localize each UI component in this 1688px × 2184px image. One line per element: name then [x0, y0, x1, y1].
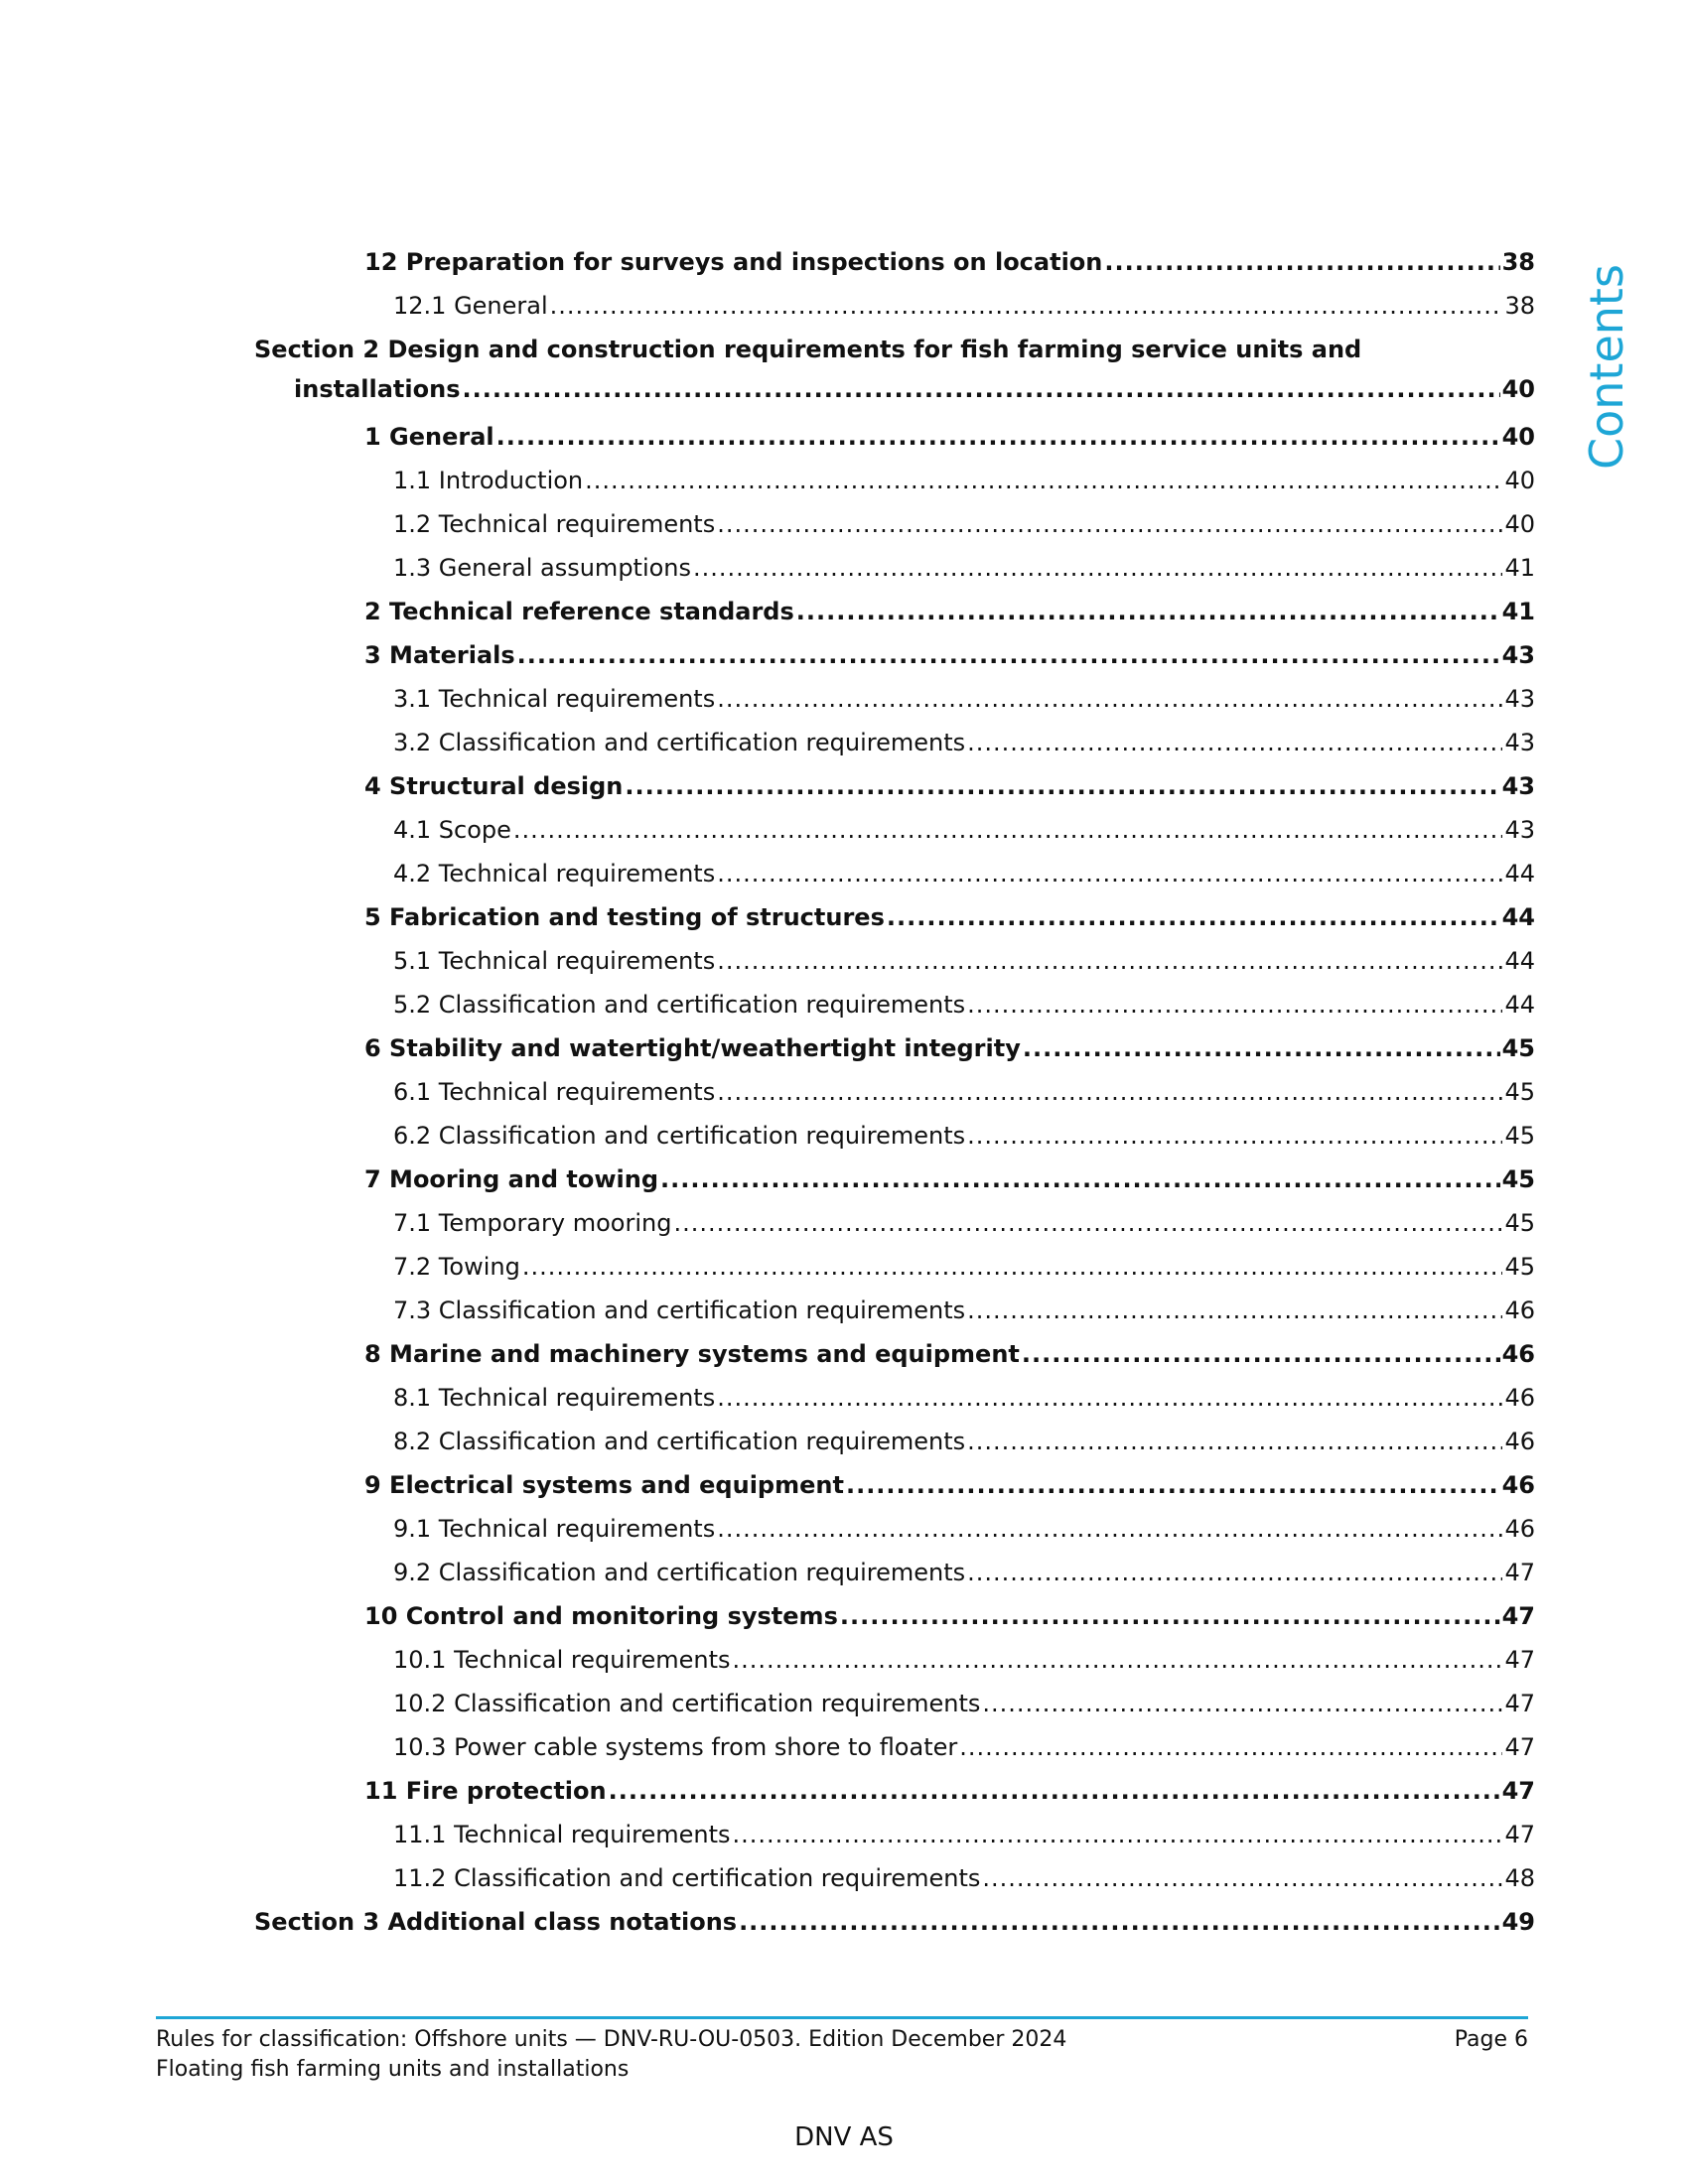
page-footer — [156, 2025, 1528, 2085]
toc-leader-dots — [517, 635, 1500, 675]
toc-page-number: 45 — [1501, 1034, 1535, 1062]
toc-leader-dots — [717, 679, 1502, 719]
toc-page-number: 47 — [1504, 1821, 1535, 1848]
toc-page-number: 40 — [1501, 423, 1535, 451]
toc-subsection-entry[interactable] — [393, 548, 1535, 592]
toc-leader-dots — [462, 369, 1499, 409]
toc-page-number: 43 — [1501, 641, 1535, 669]
toc-leader-dots — [717, 504, 1502, 544]
toc-chapter-entry[interactable] — [364, 1334, 1535, 1378]
toc-leader-dots — [739, 1902, 1500, 1942]
toc-entry-title: 9.1 Technical requirements — [393, 1515, 716, 1543]
toc-page-number: 44 — [1504, 947, 1535, 975]
toc-section-entry[interactable] — [254, 330, 1535, 417]
footer-document-title: Rules for classification: Offshore units — DNV-RU-OU-0503. Edition December 2024 — [156, 2027, 1067, 2052]
toc-leader-dots — [717, 1509, 1502, 1549]
toc-leader-dots — [693, 548, 1502, 588]
toc-leader-dots — [887, 897, 1500, 937]
toc-entry-title: 10.3 Power cable systems from shore to floater — [393, 1733, 958, 1761]
toc-subsection-entry[interactable] — [393, 985, 1535, 1028]
toc-subsection-entry[interactable] — [393, 1422, 1535, 1465]
toc-page-number: 47 — [1501, 1602, 1535, 1630]
toc-leader-dots — [982, 1858, 1502, 1898]
company-name: DNV AS — [794, 2122, 894, 2152]
toc-leader-dots — [967, 723, 1502, 762]
toc-subsection-entry[interactable] — [393, 1291, 1535, 1334]
toc-page-number: 40 — [1504, 467, 1535, 494]
toc-entry-title: 6 Stability and watertight/weathertight integrity — [364, 1034, 1021, 1062]
toc-chapter-entry[interactable] — [364, 766, 1535, 810]
toc-subsection-entry[interactable] — [393, 1203, 1535, 1247]
toc-entry-title: 11 Fire protection — [364, 1777, 607, 1805]
toc-leader-dots — [967, 1291, 1502, 1330]
toc-leader-dots — [1104, 242, 1499, 282]
toc-leader-dots — [717, 941, 1502, 981]
toc-entry-title: 7.3 Classification and certification requirements — [393, 1297, 966, 1324]
toc-page-number: 45 — [1504, 1253, 1535, 1281]
toc-leader-dots — [967, 985, 1502, 1024]
toc-entry-title: 4.1 Scope — [393, 816, 511, 844]
toc-leader-dots — [673, 1203, 1502, 1243]
toc-chapter-entry[interactable] — [364, 1596, 1535, 1640]
toc-subsection-entry[interactable] — [393, 1858, 1535, 1902]
toc-page-number: 46 — [1504, 1384, 1535, 1412]
toc-subsection-entry[interactable] — [393, 810, 1535, 854]
toc-leader-dots — [717, 1072, 1502, 1112]
toc-page-number: 46 — [1504, 1428, 1535, 1455]
toc-chapter-entry[interactable] — [364, 417, 1535, 461]
toc-page-number: 44 — [1501, 903, 1535, 931]
toc-leader-dots — [982, 1684, 1502, 1723]
toc-entry-title: 5 Fabrication and testing of structures — [364, 903, 885, 931]
toc-leader-dots — [717, 854, 1502, 893]
toc-page-number: 38 — [1501, 248, 1535, 276]
toc-leader-dots — [733, 1815, 1503, 1854]
toc-page-number: 45 — [1504, 1209, 1535, 1237]
toc-entry-title: installations — [294, 375, 461, 403]
toc-page-number: 41 — [1504, 554, 1535, 582]
toc-section-entry[interactable] — [254, 1902, 1535, 1946]
toc-entry-title: 11.2 Classification and certification requirements — [393, 1864, 981, 1892]
toc-subsection-entry[interactable] — [393, 941, 1535, 985]
toc-chapter-entry[interactable] — [364, 635, 1535, 679]
toc-page-number: 43 — [1504, 816, 1535, 844]
toc-leader-dots — [967, 1422, 1502, 1461]
toc-leader-dots — [585, 461, 1502, 500]
toc-entry-title: 8 Marine and machinery systems and equipment — [364, 1340, 1020, 1368]
toc-leader-dots — [496, 417, 1500, 457]
toc-leader-dots — [609, 1771, 1500, 1811]
toc-subsection-entry[interactable] — [393, 1072, 1535, 1116]
toc-entry-title: 12.1 General — [393, 292, 548, 320]
toc-entry-title: 7 Mooring and towing — [364, 1165, 659, 1193]
contents-side-title: Contents — [1580, 264, 1633, 471]
toc-leader-dots — [967, 1553, 1502, 1592]
toc-entry-title: 1.3 General assumptions — [393, 554, 692, 582]
toc-leader-dots — [513, 810, 1503, 850]
toc-entry-title: Section 3 Additional class notations — [254, 1908, 738, 1936]
table-of-contents — [254, 242, 1535, 1946]
toc-entry-title: 5.2 Classification and certification requirements — [393, 991, 966, 1019]
toc-entry-title: 2 Technical reference standards — [364, 598, 794, 625]
toc-leader-dots — [846, 1465, 1500, 1505]
toc-leader-dots — [796, 592, 1500, 631]
toc-subsection-entry[interactable] — [393, 1727, 1535, 1771]
toc-subsection-entry[interactable] — [393, 1247, 1535, 1291]
toc-leader-dots — [550, 286, 1503, 326]
toc-subsection-entry[interactable] — [393, 1509, 1535, 1553]
toc-subsection-entry[interactable] — [393, 1640, 1535, 1684]
toc-chapter-entry[interactable] — [364, 897, 1535, 941]
toc-page-number: 40 — [1501, 375, 1535, 403]
toc-subsection-entry[interactable] — [393, 504, 1535, 548]
toc-page-number: 49 — [1501, 1908, 1535, 1936]
toc-page-number: 45 — [1504, 1122, 1535, 1150]
toc-leader-dots — [1023, 1028, 1500, 1068]
toc-entry-title: 3 Materials — [364, 641, 515, 669]
toc-subsection-entry[interactable] — [393, 679, 1535, 723]
toc-entry-title: 3.1 Technical requirements — [393, 685, 716, 713]
toc-page-number: 44 — [1504, 991, 1535, 1019]
toc-leader-dots — [717, 1378, 1502, 1418]
toc-entry-title: 10.1 Technical requirements — [393, 1646, 731, 1674]
toc-entry-title: 7.2 Towing — [393, 1253, 520, 1281]
toc-entry-title-line1: Section 2 Design and construction requirements for fish farming service units and — [254, 336, 1362, 363]
toc-page-number: 47 — [1504, 1646, 1535, 1674]
toc-entry-title: 6.2 Classification and certification requirements — [393, 1122, 966, 1150]
toc-entry-title: 8.1 Technical requirements — [393, 1384, 716, 1412]
toc-chapter-entry[interactable] — [364, 1160, 1535, 1203]
toc-entry-title: 9 Electrical systems and equipment — [364, 1471, 844, 1499]
toc-page-number: 43 — [1504, 729, 1535, 756]
toc-leader-dots — [1022, 1334, 1500, 1374]
toc-subsection-entry[interactable] — [393, 1684, 1535, 1727]
toc-entry-title: 11.1 Technical requirements — [393, 1821, 731, 1848]
footer-divider — [156, 2016, 1528, 2019]
toc-page-number: 47 — [1504, 1690, 1535, 1717]
toc-leader-dots — [959, 1727, 1502, 1767]
toc-entry-title: 10 Control and monitoring systems — [364, 1602, 838, 1630]
toc-page-number: 47 — [1501, 1777, 1535, 1805]
toc-chapter-entry[interactable] — [364, 1465, 1535, 1509]
toc-leader-dots — [840, 1596, 1500, 1636]
toc-subsection-entry[interactable] — [393, 461, 1535, 504]
toc-page-number: 45 — [1504, 1078, 1535, 1106]
toc-page-number: 43 — [1501, 772, 1535, 800]
toc-leader-dots — [733, 1640, 1503, 1680]
toc-entry-title: 3.2 Classification and certification requirements — [393, 729, 966, 756]
toc-page-number: 46 — [1504, 1515, 1535, 1543]
toc-chapter-entry[interactable] — [364, 242, 1535, 286]
toc-subsection-entry[interactable] — [393, 1378, 1535, 1422]
toc-entry-title: 6.1 Technical requirements — [393, 1078, 716, 1106]
toc-entry-title: 4.2 Technical requirements — [393, 860, 716, 887]
footer-page-number: Page 6 — [1454, 2027, 1528, 2052]
toc-page-number: 44 — [1504, 860, 1535, 887]
toc-entry-title: 12 Preparation for surveys and inspections on location — [364, 248, 1103, 276]
toc-subsection-entry[interactable] — [393, 723, 1535, 766]
toc-leader-dots — [967, 1116, 1502, 1156]
footer-document-subtitle: Floating fish farming units and installations — [156, 2057, 630, 2082]
toc-page-number: 46 — [1504, 1297, 1535, 1324]
toc-page-number: 38 — [1504, 292, 1535, 320]
toc-entry-title: 1 General — [364, 423, 494, 451]
toc-chapter-entry[interactable] — [364, 1028, 1535, 1072]
toc-page-number: 47 — [1504, 1733, 1535, 1761]
toc-entry-title: 10.2 Classification and certification requirements — [393, 1690, 981, 1717]
toc-entry-title: 5.1 Technical requirements — [393, 947, 716, 975]
toc-entry-title: 4 Structural design — [364, 772, 624, 800]
toc-entry-title: 1.2 Technical requirements — [393, 510, 716, 538]
toc-subsection-entry[interactable] — [393, 854, 1535, 897]
toc-page-number: 46 — [1501, 1471, 1535, 1499]
toc-subsection-entry[interactable] — [393, 1815, 1535, 1858]
toc-leader-dots — [625, 766, 1499, 806]
toc-subsection-entry[interactable] — [393, 1553, 1535, 1596]
toc-page-number: 43 — [1504, 685, 1535, 713]
toc-subsection-entry[interactable] — [393, 286, 1535, 330]
toc-subsection-entry[interactable] — [393, 1116, 1535, 1160]
toc-page-number: 47 — [1504, 1559, 1535, 1586]
toc-page-number: 40 — [1504, 510, 1535, 538]
toc-chapter-entry[interactable] — [364, 592, 1535, 635]
toc-leader-dots — [660, 1160, 1500, 1199]
toc-page-number: 46 — [1501, 1340, 1535, 1368]
toc-page-number: 41 — [1501, 598, 1535, 625]
toc-leader-dots — [522, 1247, 1503, 1287]
toc-entry-title: 1.1 Introduction — [393, 467, 584, 494]
toc-page-number: 48 — [1504, 1864, 1535, 1892]
toc-entry-title: 8.2 Classification and certification requirements — [393, 1428, 966, 1455]
toc-entry-title: 7.1 Temporary mooring — [393, 1209, 672, 1237]
toc-page-number: 45 — [1501, 1165, 1535, 1193]
toc-chapter-entry[interactable] — [364, 1771, 1535, 1815]
toc-entry-title: 9.2 Classification and certification requirements — [393, 1559, 966, 1586]
